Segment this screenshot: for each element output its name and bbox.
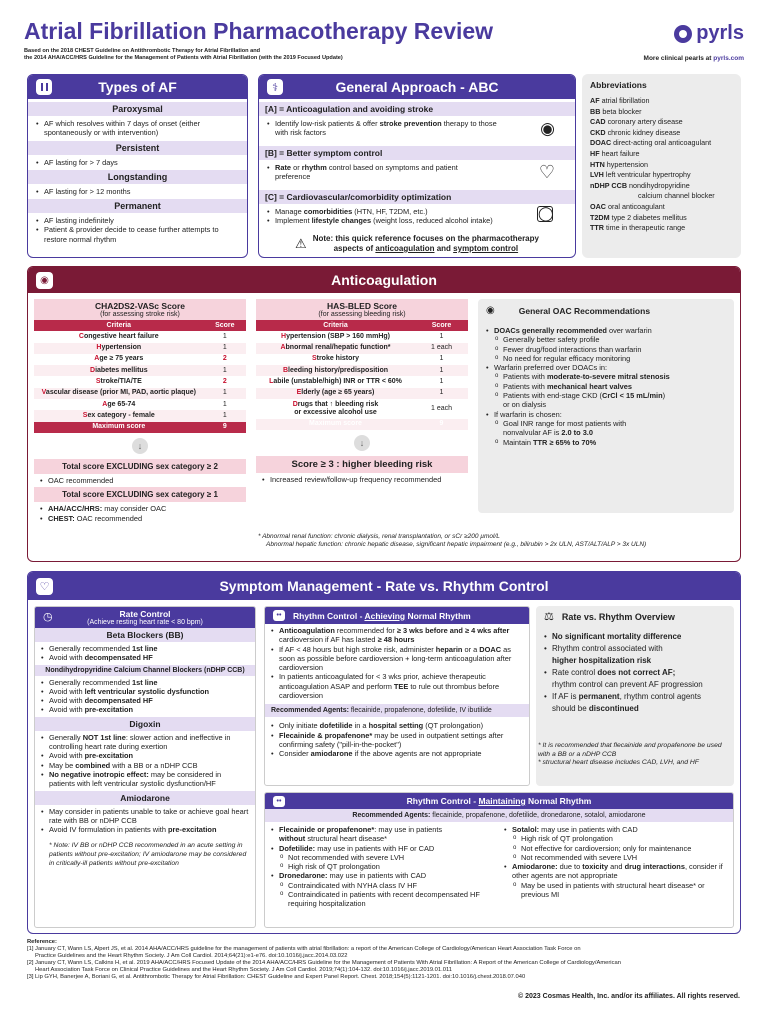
pills-icon: ◉: [486, 305, 495, 316]
criteria-cell: Congestive heart failure: [78, 332, 159, 340]
brand-logo: [674, 22, 744, 45]
longstanding-desc: • AF lasting for > 12 months: [36, 187, 239, 196]
abc-a-item: • Identify low-risk patients & offer stroke prevention therapy to those with risk factors: [267, 119, 506, 138]
oac-header: [486, 305, 726, 316]
anticoag-header: [28, 267, 740, 293]
has-table: [256, 320, 468, 430]
bb-item: • Generally recommended 1st line: [41, 644, 249, 653]
scale-icon: ⚖: [544, 611, 554, 623]
score-cell: 1: [439, 332, 444, 340]
overview-title: Rate vs. Rhythm Overview: [561, 611, 675, 622]
abbr-list: [590, 96, 733, 191]
overview-item: • If AF is permanent, rhythm control agents should be discontinued: [544, 691, 726, 715]
has-col-score: Score: [415, 320, 468, 331]
subtitle-line: Based on the 2018 CHEST Guideline on Antithrombotic Therapy for Atrial Fibrillation and: [24, 48, 261, 54]
footnote-line: Abnormal hepatic function: chronic hepatic disease, significant hepatic impairment (e.g., bilirubin > 2x ULN, AST/ALT/ALP > 3x ULN): [266, 541, 647, 548]
has-result: Score ≥ 3 : higher bleeding risk: [256, 456, 468, 473]
overview-item: • Rhythm control associated with higher hospitalization risk: [544, 643, 726, 667]
references-heading: Reference:: [27, 939, 57, 945]
cha-result1-item: • OAC recommended: [40, 476, 240, 485]
overview-header: [544, 610, 726, 623]
abbr-list: [590, 202, 733, 234]
achieving-item: • Consider amiodarone if the above agents are not appropriate: [271, 749, 523, 758]
score-cell: 1: [222, 400, 227, 408]
persistent-heading: Persistent: [28, 141, 247, 155]
oac-subitem: o Goal INR range for most patients with nonvalvular AF is 2.0 to 3.0: [486, 419, 726, 438]
oac-subitem: o Maintain TTR ≥ 65% to 70%: [486, 438, 726, 447]
score-row: [34, 331, 246, 342]
maintaining-subitem: o Not recommended with severe LVH: [504, 853, 724, 862]
anticoag-footnote: [258, 533, 646, 549]
has-bled-card: [256, 299, 468, 486]
ccb-item: • Avoid with decompensated HF: [41, 696, 249, 705]
abc-b-item: • Rate or rhythm control based on symptoms and patient preference: [267, 163, 471, 182]
cha-col-criteria: Criteria: [34, 320, 204, 331]
anticoagulation-panel: [27, 266, 741, 562]
oac-subitem: o Patients with end-stage CKD (CrCl < 15 mL/min) or on dialysis: [486, 391, 726, 410]
criteria-cell: Stroke/TIA/TE: [95, 377, 142, 385]
abc-title: General Approach - ABC: [335, 79, 499, 95]
digoxin-heading: Digoxin: [35, 717, 255, 731]
abbr-title: Abbreviations: [590, 80, 647, 90]
achieving-item: • Flecainide & propafenone* may be used in outpatient settings after confirming safety ("pill-in-the-pocket"): [271, 731, 523, 750]
score-cell: 2: [222, 355, 227, 363]
cha-table: [34, 320, 246, 433]
has-max-value: 9: [415, 419, 468, 430]
abbr-item: CKD chronic kidney disease: [590, 127, 681, 137]
stopwatch-icon: ◷: [43, 611, 53, 623]
more-pearls: [644, 55, 744, 62]
score-cell: 1: [204, 388, 246, 399]
abc-c-item: • Manage comorbidities (HTN, HF, T2DM, etc.): [267, 207, 511, 216]
criteria-cell: Age ≥ 75 years: [94, 355, 144, 363]
abc-header: [259, 75, 575, 99]
reference-item: [2] January CT, Wann LS, Calkins H, et al. 2019 AHA/ACC/HRS Focused Update of the 2014 AHA/ACC/HRS Guideline for the Management of Patients With Atrial Fibrillation: A Report of the American College of Cardiology/American: [27, 960, 621, 966]
cha-title: CHA2DS2-VASc Score: [94, 301, 186, 311]
oac-subitem: o Patients with mechanical heart valves: [486, 382, 726, 391]
abbr-item: OAC oral anticoagulant: [590, 201, 665, 211]
longstanding-heading: Longstanding: [28, 170, 247, 184]
score-cell: 1 each: [415, 343, 468, 354]
abbreviations-panel: [582, 74, 741, 258]
criteria-cell: Hypertension: [34, 343, 204, 354]
score-row: [34, 388, 246, 399]
has-subtitle: (for assessing bleeding risk): [318, 311, 406, 318]
criteria-cell: Abnormal renal/hepatic function*: [256, 343, 415, 354]
score-cell: 1: [439, 377, 444, 385]
score-cell: 1: [222, 332, 227, 340]
maintaining-item: • Sotalol: may use in patients with CAD: [504, 825, 724, 834]
score-cell: 2: [222, 377, 227, 385]
cha-subtitle: (for assessing stroke risk): [100, 311, 180, 318]
score-cell: 1: [204, 365, 246, 376]
abbr-item: HTN hypertension: [590, 159, 648, 169]
types-of-af-panel: [27, 74, 248, 258]
scale-icon: ◯: [538, 205, 554, 221]
criteria-cell: Labile (unstable/high) INR or TTR < 60%: [269, 377, 402, 385]
has-result-item: • Increased review/follow-up frequency recommended: [262, 475, 462, 484]
has-col-criteria: Criteria: [256, 320, 415, 331]
warning-icon: ⚠: [295, 236, 307, 251]
maintaining-item: • Dronedarone: may use in patients with CAD: [271, 871, 496, 880]
chat-icon: ••: [273, 796, 285, 807]
score-row: [34, 365, 246, 376]
achieving-agents: Recommended Agents: flecainide, propafenone, dofetilide, IV ibutilide: [265, 704, 529, 717]
digoxin-item: • Avoid with pre-excitation: [41, 751, 249, 760]
cha-result2-item: • AHA/ACC/HRS: may consider OAC: [40, 504, 240, 513]
subtitle-line: the 2014 AHA/ACC/HRS Guideline for the Management of Patients with Atrial Fibrillation (with the 2019 Focused Update): [24, 55, 343, 61]
abbr-item: CAD coronary artery disease: [590, 117, 683, 127]
score-row: [256, 376, 468, 387]
has-row-drugs: Drugs that ↑ bleeding risk or excessive alcohol use: [292, 400, 379, 416]
reference-item: Heart Association Task Force on Clinical Practice Guidelines and the Heart Rhythm Society. J Am Coll Cardiol. 2019;74(1):104-132. doi:10.1016/j.jacc.2019.01.011: [35, 967, 452, 973]
abc-panel: [258, 74, 576, 258]
pyrls-link[interactable]: pyrls.com: [713, 55, 744, 62]
rate-control-card: [34, 606, 256, 928]
score-row: [256, 343, 468, 354]
score-cell: 1: [415, 388, 468, 399]
criteria-cell: Diabetes mellitus: [34, 365, 204, 376]
page-subtitle: [24, 48, 343, 62]
digoxin-item: • Generally NOT 1st line: slower action and ineffective in controlling heart rate during exertion: [41, 733, 249, 752]
abc-note: ⚠ Note: this quick reference focuses on the pharmacotherapy aspects of anticoagulation and symptom control: [295, 234, 539, 253]
oac-item: • If warfarin is chosen:: [486, 410, 726, 419]
digoxin-item: • No negative inotropic effect: may be considered in patients with left ventricular systolic dysfunction/HF: [41, 770, 249, 789]
anticoag-title: Anticoagulation: [331, 272, 437, 288]
overview-item: • No significant mortality difference: [544, 631, 726, 643]
ccb-item: • Avoid with pre-excitation: [41, 705, 249, 714]
rate-subtitle: (Achieve resting heart rate < 80 bpm): [87, 619, 203, 626]
criteria-cell: Bleeding history/predisposition: [256, 365, 415, 376]
symptom-title: Symptom Management - Rate vs. Rhythm Control: [219, 578, 549, 594]
achieving-item: • In patients anticoagulated for < 3 wks prior, achieve therapeutic anticoagulation ASAP and perform TEE to rule out thrombus before cardioversion: [271, 672, 523, 700]
abc-c-item: • Implement lifestyle changes (weight loss, reduced alcohol intake): [267, 216, 511, 225]
criteria-cell: Vascular disease (prior MI, PAD, aortic plaque): [34, 388, 204, 399]
oac-title: General OAC Recommendations: [518, 305, 651, 316]
maintaining-subitem: o High risk of QT prolongation: [504, 834, 724, 843]
footnote-line: * Abnormal renal function: chronic dialysis, renal transplantation, or sCr ≥200 µmol/L: [258, 533, 500, 540]
maintaining-item: • Flecainide or propafenone*: may use in patients without structural heart disease*: [271, 825, 496, 844]
criteria-cell: Stroke history: [311, 355, 360, 363]
score-row: [256, 331, 468, 342]
brand-name: pyrls: [696, 22, 744, 44]
criteria-cell: Hypertension (SBP > 160 mmHg): [281, 332, 390, 340]
abbr-item: T2DM type 2 diabetes mellitus: [590, 212, 687, 222]
overview-notes: [538, 742, 734, 768]
amiodarone-heading: Amiodarone: [35, 791, 255, 805]
has-max-label: Maximum score: [256, 419, 415, 430]
page-title: Atrial Fibrillation Pharmacotherapy Review: [24, 18, 494, 44]
pause-icon: [36, 79, 52, 95]
rate-note: * Note: IV BB or nDHP CCB recommended in an acute setting in patients without pre-excitation; IV amiodarone may be considered in critically-ill patients without pre-excitation: [49, 842, 247, 867]
overview-item: • Rate control does not correct AF; rhythm control can prevent AF progression: [544, 667, 726, 691]
heart-pulse-icon: ♡: [36, 578, 53, 595]
score-row: [256, 365, 468, 376]
droplet-icon: ◉: [36, 272, 53, 289]
overview-note: * It is recommended that flecainide and propafenone be used with a BB or a nDHP CCB: [538, 742, 722, 758]
cha-max-label: Maximum score: [34, 422, 204, 433]
abc-a-heading: [A] = Anticoagulation and avoiding stroke: [259, 102, 575, 116]
types-header: [28, 75, 247, 99]
permanent-desc: • Patient & provider decide to cease further attempts to restore normal rhythm: [36, 225, 239, 244]
achieving-item: • Anticoagulation recommended for ≥ 3 wks before and ≥ 4 wks after cardioversion if AF has lasted ≥ 48 hours: [271, 626, 523, 645]
digoxin-item: • May be combined with a BB or a nDHP CCB: [41, 761, 249, 770]
oac-item: • Warfarin preferred over DOACs in:: [486, 363, 726, 372]
abbr-item: TTR time in therapeutic range: [590, 223, 686, 233]
has-title: HAS-BLED Score: [327, 301, 397, 311]
abbr-item: AF atrial fibrillation: [590, 96, 650, 105]
score-row: [34, 399, 246, 410]
maintaining-subitem: o High risk of QT prolongation: [271, 862, 496, 871]
cha-result2-item: • CHEST: OAC recommended: [40, 514, 240, 523]
ccb-heading: Nondihydropyridine Calcium Channel Blockers (nDHP CCB): [35, 665, 255, 676]
persistent-desc: • AF lasting for > 7 days: [36, 158, 239, 167]
score-cell: 1: [415, 365, 468, 376]
reference-item: Practice Guidelines and the Heart Rhythm Society. J Am Coll Cardiol. 2014;64(21):e1-e76. doi:10.1016/j.jacc.2014.03.022: [35, 953, 348, 959]
abbr-item: DOAC direct-acting oral anticoagulant: [590, 138, 712, 148]
achieving-item: • If AF < 48 hours but high stroke risk, administer heparin or a DOAC as soon as possible before cardioversion + long-term anticoagulation after cardioversion: [271, 645, 523, 673]
score-row: [34, 354, 246, 365]
abbr-item: BB beta blocker: [590, 106, 642, 116]
score-row: [256, 354, 468, 365]
maintaining-header: •• Rhythm Control - Maintaining Normal Rhythm: [265, 793, 733, 809]
score-row: [34, 410, 246, 421]
stethoscope-icon: ⚕: [267, 79, 283, 95]
oac-item: • DOACs generally recommended over warfarin: [486, 326, 726, 335]
abbr-item: HF heart failure: [590, 148, 640, 158]
cha-max-value: 9: [204, 422, 246, 433]
overview-note: * structural heart disease includes CAD, LVH, and HF: [538, 759, 699, 767]
score-cell: 1: [204, 343, 246, 354]
maintaining-subitem: o Not effective for cardioversion; only for maintenance: [504, 844, 724, 853]
bb-heading: Beta Blockers (BB): [35, 628, 255, 642]
criteria-cell: Elderly (age ≥ 65 years): [256, 388, 415, 399]
references: [27, 939, 741, 981]
achieving-rhythm-card: [264, 606, 530, 786]
abc-c-heading: [C] = Cardiovascular/comorbidity optimization: [259, 190, 575, 204]
permanent-desc: • AF lasting indefinitely: [36, 216, 239, 225]
paroxysmal-heading: Paroxysmal: [28, 102, 247, 116]
oac-subitem: o Generally better safety profile: [486, 335, 726, 344]
score-row: [256, 388, 468, 399]
oac-subitem: o No need for regular efficacy monitoring: [486, 354, 726, 363]
cha2ds2-vasc-card: [34, 299, 246, 525]
achieving-header: •• Rhythm Control - Achieving Normal Rhythm: [265, 607, 529, 624]
brain-icon: ◉: [540, 119, 555, 138]
criteria-cell: Age 65-74: [102, 400, 136, 408]
cha-result2: Total score EXCLUDING sex category ≥ 1: [34, 487, 246, 502]
paroxysmal-desc: • AF which resolves within 7 days of onset (either spontaneously or with intervention): [36, 119, 239, 138]
maintaining-item: • Amiodarone: due to toxicity and drug interactions, consider if other agents are not appropriate: [504, 862, 724, 881]
score-row: [34, 343, 246, 354]
heart-rhythm-icon: ♡: [538, 162, 555, 182]
achieving-item: • Only initiate dofetilide in a hospital setting (QT prolongation): [271, 721, 523, 730]
logo-icon: [674, 25, 692, 43]
bb-item: • Avoid with decompensated HF: [41, 653, 249, 662]
oac-subitem: o Fewer drug/food interactions than warfarin: [486, 345, 726, 354]
symptom-panel: [27, 571, 741, 934]
maintaining-rhythm-card: [264, 792, 734, 928]
types-title: Types of AF: [98, 79, 177, 95]
maintaining-subitem: o Not recommended with severe LVH: [271, 853, 496, 862]
ccb-item: • Avoid with left ventricular systolic dysfunction: [41, 687, 249, 696]
maintaining-subitem: o May be used in patients with structural heart disease* or previous MI: [504, 881, 724, 900]
maintaining-subitem: o Contraindicated with NYHA class IV HF: [271, 881, 496, 890]
ccb-item: • Generally recommended 1st line: [41, 678, 249, 687]
maintaining-item: • Dofetilide: may use in patients with HF or CAD: [271, 844, 496, 853]
score-row: [34, 376, 246, 387]
score-cell: 1: [204, 410, 246, 421]
abbr-ccb-cont: calcium channel blocker: [638, 191, 715, 201]
arrow-down-icon: ↓: [354, 435, 370, 451]
maintaining-subitem: o Contraindicated in patients with recent decompensated HF requiring hospitalization: [271, 890, 496, 909]
maintaining-agents: Recommended Agents: flecainide, propafenone, dofetilide, dronedarone, sotalol, amiodarone: [265, 809, 733, 822]
amiodarone-item: • Avoid IV formulation in patients with pre-excitation: [41, 825, 249, 834]
cha-result1: Total score EXCLUDING sex category ≥ 2: [34, 459, 246, 474]
score-cell: 1: [439, 355, 444, 363]
reference-item: [1] January CT, Wann LS, Alpert JS, et al. 2014 AHA/ACC/HRS guideline for the management of patients with atrial fibrillation: a report of the American College of Cardiology/American Heart Association Task Force on: [27, 946, 581, 952]
oac-recommendations: [478, 299, 734, 513]
copyright: © 2023 Cosmas Health, Inc. and/or its affiliates. All rights reserved.: [518, 993, 740, 1000]
arrow-down-icon: ↓: [132, 438, 148, 454]
rate-title: Rate Control: [119, 609, 171, 619]
more-text: More clinical pearls at: [643, 55, 714, 62]
chat-icon: ••: [273, 610, 285, 621]
oac-subitem: o Patients with moderate-to-severe mitral stenosis: [486, 372, 726, 381]
has-row-drugs-score: 1 each: [430, 404, 453, 412]
abbr-item: nDHP CCB nondihydropyridine: [590, 180, 690, 190]
amiodarone-item: • May consider in patients unable to take or achieve goal heart rate with BB or nDHP CCB: [41, 807, 249, 826]
abc-b-heading: [B] = Better symptom control: [259, 146, 575, 160]
criteria-cell: Sex category - female: [34, 410, 204, 421]
permanent-heading: Permanent: [28, 199, 247, 213]
reference-item: [3] Lip GYH, Banerjee A, Boriani G, et al. Antithrombotic Therapy for Atrial Fibrillation: CHEST Guideline and Expert Panel Report. Chest. 2018;154(5):1121-1201. doi:10.1016/j.chest.2018.07.040: [27, 974, 526, 980]
abbr-item: LVH left ventricular hypertrophy: [590, 170, 691, 180]
cha-col-score: Score: [204, 320, 246, 331]
symptom-header: [28, 572, 740, 600]
